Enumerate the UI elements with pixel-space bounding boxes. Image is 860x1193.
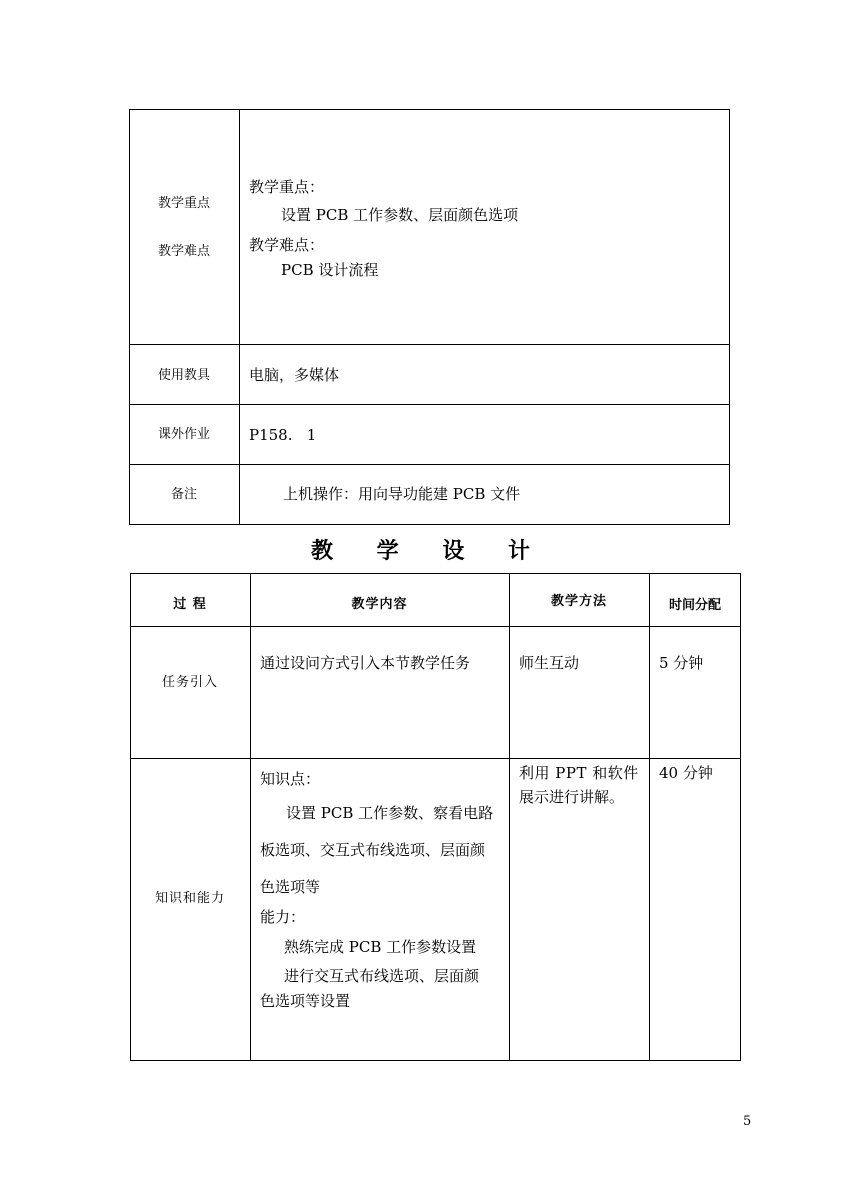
content-line: 色选项等设置 [260,992,351,1010]
method-line: 利用 PPT 和软件 [519,764,639,782]
top-table-divider [239,109,240,525]
content-line: 设置 PCB 工作参数、察看电路 [286,804,494,822]
design-table-col-line [649,573,650,1061]
homework-value: P158. 1 [249,426,317,444]
content-line: 熟练完成 PCB 工作参数设置 [284,938,477,956]
header-method: 教学方法 [550,594,607,609]
label-homework: 课外作业 [157,427,210,442]
top-table-row-line [129,464,730,465]
design-table-col-line [250,573,251,1061]
design-table-col-line [509,573,510,1061]
remarks-value: 上机操作：用向导功能建 PCB 文件 [283,485,521,503]
difficulty-item: PCB 设计流程 [281,261,379,279]
method-task-intro: 师生互动 [519,654,580,672]
method-line: 展示进行讲解。 [519,788,625,806]
content-line: 能力： [260,908,306,926]
teaching-aids-value: 电脑，多媒体 [249,366,340,384]
design-table-row-line [130,758,741,759]
label-remarks: 备注 [170,487,197,502]
header-process: 过 程 [173,597,207,612]
content-line: 板选项、交互式布线选项、层面颜 [260,841,486,859]
page-number: 5 [743,1114,752,1129]
focus-item: 设置 PCB 工作参数、层面颜色选项 [281,206,519,224]
content-line: 进行交互式布线选项、层面颜 [284,967,480,985]
content-line: 知识点： [260,770,321,788]
content-line: 色选项等 [260,878,321,896]
label-teaching-difficulty: 教学难点 [157,244,210,259]
header-content: 教学内容 [351,597,408,612]
top-table-row-line [129,404,730,405]
focus-heading: 教学重点： [249,178,325,196]
time-task-intro: 5 分钟 [659,654,704,672]
time-knowledge-ability: 40 分钟 [659,764,713,782]
header-time: 时间分配 [668,598,721,613]
top-table-border [129,109,730,525]
label-teaching-aids: 使用教具 [157,368,210,383]
top-table-row-line [129,344,730,345]
process-knowledge-ability: 知识和能力 [154,891,225,906]
design-title: 教 学 设 计 [311,538,548,564]
difficulty-heading: 教学难点： [249,236,325,254]
design-table-row-line [130,626,741,627]
content-task-intro: 通过设问方式引入本节教学任务 [260,654,471,672]
label-teaching-focus: 教学重点 [157,196,210,211]
process-task-intro: 任务引入 [161,675,218,690]
